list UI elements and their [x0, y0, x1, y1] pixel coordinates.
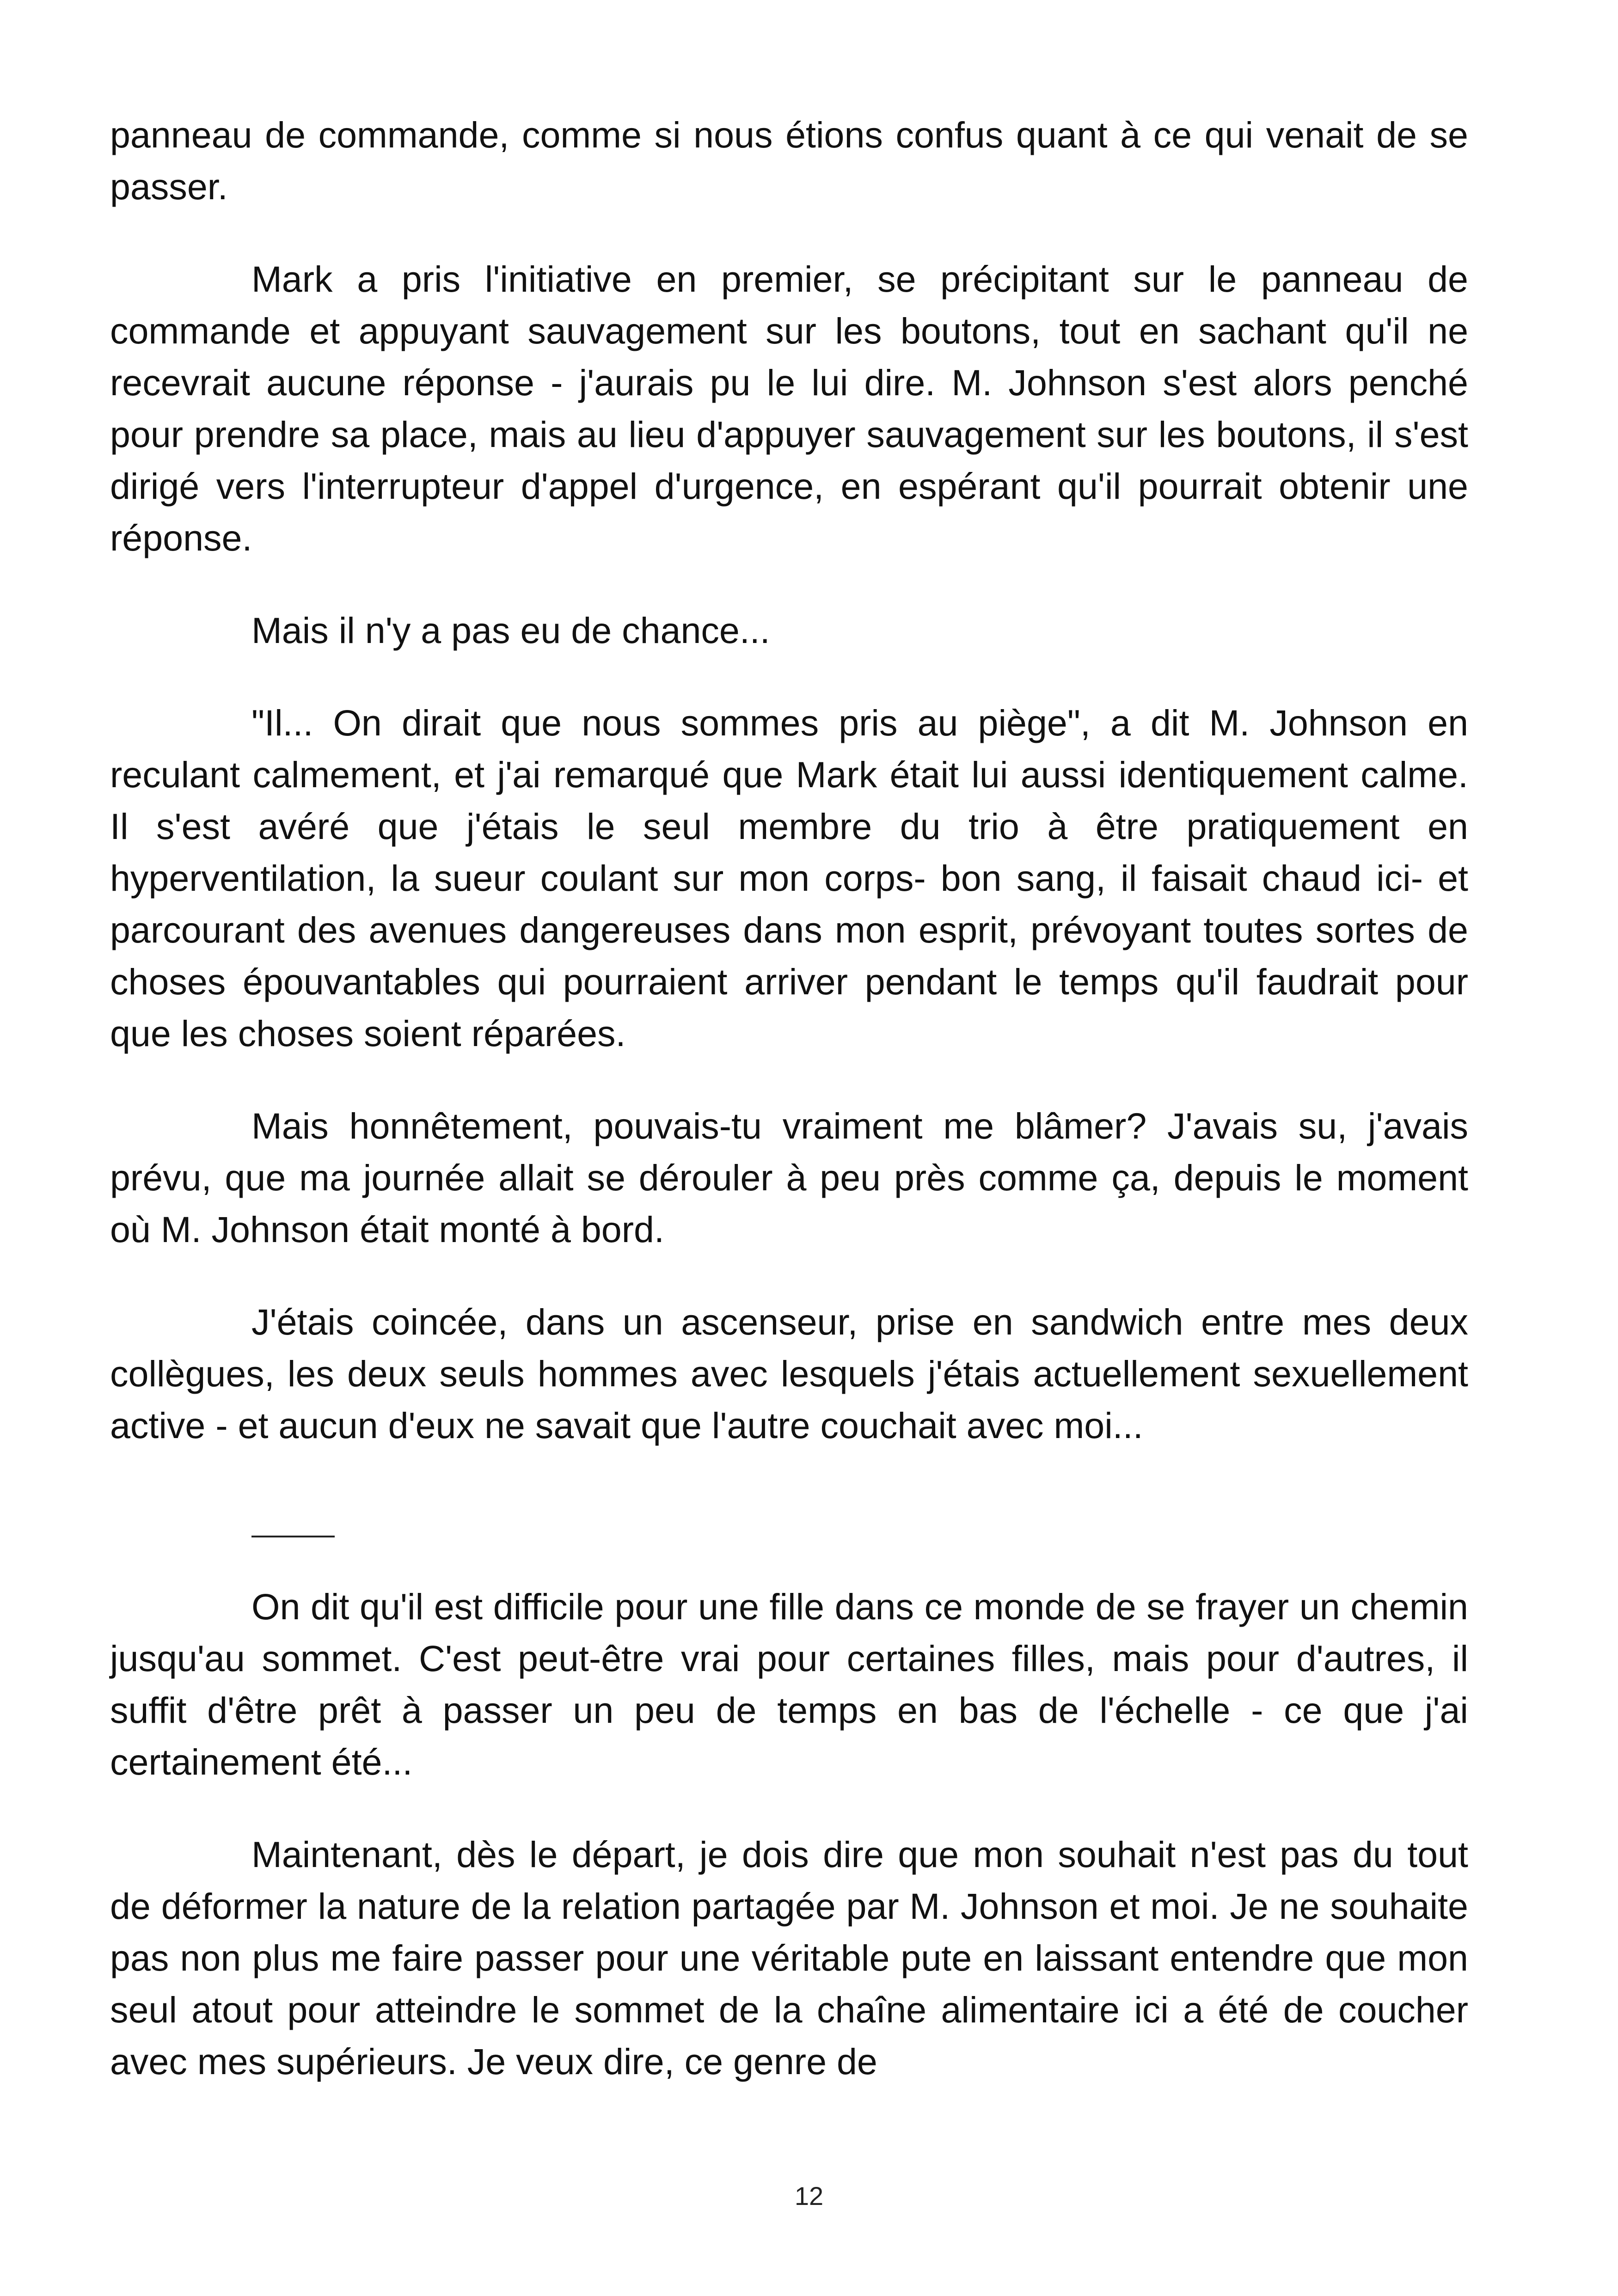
- paragraph-continuation: panneau de commande, comme si nous étions confus quant à ce qui venait de se passer.: [110, 114, 1468, 207]
- paragraph-relationship: Maintenant, dès le départ, je dois dire que mon souhait n'est pas du tout de déformer la nature de la relation partagée par M. Johnson et moi. Je ne souhaite pas non plus me faire passer pour une véritable pute en laissant entendre que mon seul atout pour atteindre le sommet de la chaîne alimentaire ici a été de coucher avec mes supérieurs. Je veux dire, ce genre de: [110, 1834, 1468, 2082]
- upper-text-block: [110, 109, 1468, 1451]
- paragraph-trapped-quote: "Il... On dirait que nous sommes pris au piège", a dit M. Johnson en reculant calmement, et j'ai remarqué que Mark était lui aussi identiquement calme. Il s'est avéré que j'étais le seul membre du trio à être pratiquement en hyperventilation, la sueur coulant sur mon corps- bon sang, il faisait chaud ici- et parcourant des avenues dangereuses dans mon esprit, prévoyant toutes sortes de choses épouvantables qui pourraient arriver pendant le temps qu'il faudrait pour que les choses soient réparées.: [110, 702, 1468, 1054]
- paragraph-blame: Mais honnêtement, pouvais-tu vraiment me blâmer? J'avais su, j'avais prévu, que ma journée allait se dérouler à peu près comme ça, depuis le moment où M. Johnson était monté à bord.: [110, 1105, 1468, 1250]
- page-number: 12: [794, 2181, 824, 2210]
- section-divider: [251, 1536, 335, 1537]
- lower-text-block: [110, 1581, 1468, 2088]
- paragraph-no-luck: Mais il n'y a pas eu de chance...: [251, 610, 770, 651]
- paragraph-top-of-ladder: On dit qu'il est difficile pour une fille dans ce monde de se frayer un chemin jusqu'au sommet. C'est peut-être vrai pour certaines filles, mais pour d'autres, il suffit d'être prêt à passer un peu de temps en bas de l'échelle - ce que j'ai certainement été...: [110, 1586, 1468, 1782]
- paragraph-stuck-elevator: J'étais coincée, dans un ascenseur, prise en sandwich entre mes deux collègues, les deux seuls hommes avec lesquels j'étais actuellement sexuellement active - et aucun d'eux ne savait que l'autre couchait avec moi...: [110, 1301, 1468, 1446]
- paragraph-mark-initiative: Mark a pris l'initiative en premier, se précipitant sur le panneau de commande et appuyant sauvagement sur les boutons, tout en sachant qu'il ne recevrait aucune réponse - j'aurais pu le lui dire. M. Johnson s'est alors penché pour prendre sa place, mais au lieu d'appuyer sauvagement sur les boutons, il s'est dirigé vers l'interrupteur d'appel d'urgence, en espérant qu'il pourrait obtenir une réponse.: [110, 258, 1468, 558]
